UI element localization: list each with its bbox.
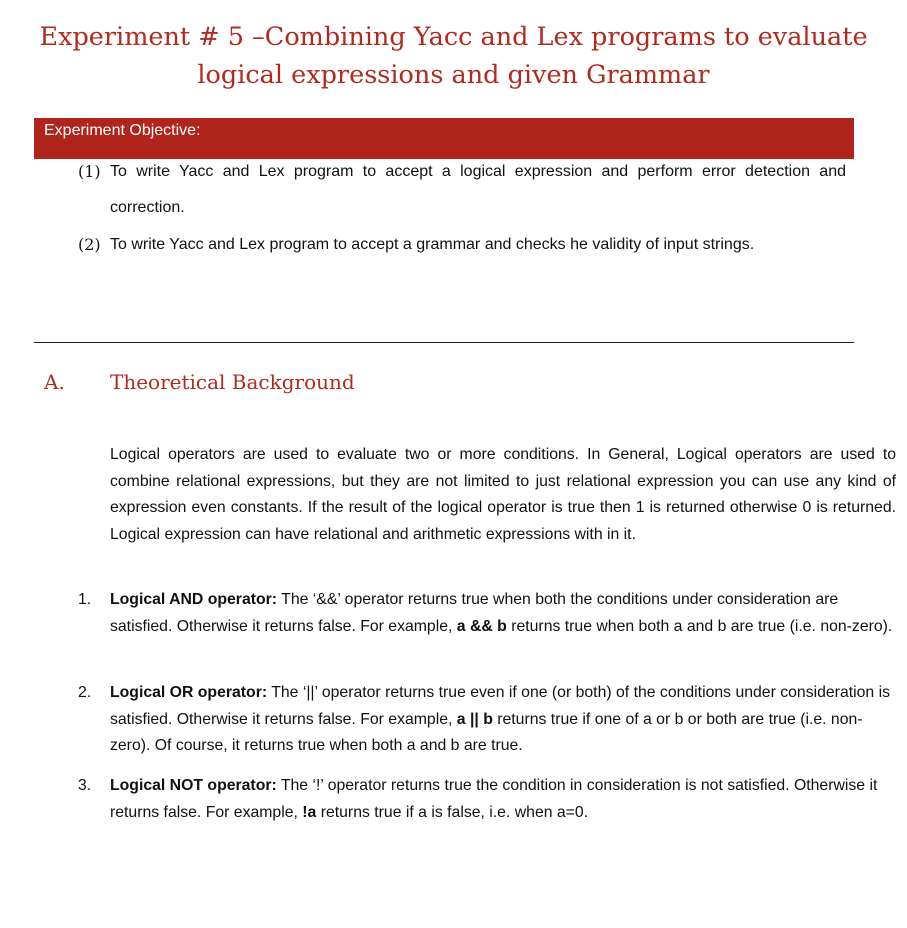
list-item-number: 1. bbox=[78, 591, 92, 608]
objective-item-number: (1) bbox=[78, 162, 101, 181]
operator-description: The ‘&&’ operator returns true when both the conditions under consideration are satisfied. Otherwise it returns false. For example, bbox=[110, 591, 839, 635]
objective-item-1 bbox=[78, 154, 846, 226]
objective-item-number: (2) bbox=[78, 235, 101, 254]
objective-label: Experiment Objective: bbox=[44, 122, 201, 139]
operator-example: a || b bbox=[456, 710, 493, 728]
objective-item-text: To write Yacc and Lex program to accept a grammar and checks he validity of input strings. bbox=[110, 236, 755, 253]
section-title: Theoretical Background bbox=[110, 370, 355, 394]
operator-example: a && b bbox=[456, 617, 507, 635]
operator-name: Logical OR operator: bbox=[110, 684, 268, 701]
section-letter: A. bbox=[44, 370, 65, 394]
list-item-number: 2. bbox=[78, 684, 92, 701]
list-item-and bbox=[78, 587, 896, 640]
list-item-text bbox=[110, 680, 896, 760]
list-item-text bbox=[110, 773, 896, 826]
operator-description-end: returns true if one of a or b or both are true (i.e. non-zero). Of course, it returns true when both a and b are true. bbox=[110, 710, 863, 754]
operator-example: !a bbox=[302, 803, 317, 821]
section-divider bbox=[34, 342, 854, 343]
operator-description: The ‘||’ operator returns true even if one (or both) of the conditions under consideration is satisfied. Otherwise it returns false. For example, bbox=[110, 684, 890, 728]
list-item-text bbox=[110, 587, 896, 640]
operator-description: The ‘!’ operator returns true the condition in consideration is not satisfied. Otherwise it returns false. For example, bbox=[110, 777, 878, 821]
page-title bbox=[0, 18, 907, 94]
operator-name: Logical NOT operator: bbox=[110, 777, 277, 794]
objective-item-text: To write Yacc and Lex program to accept a logical expression and perform error detection and correction. bbox=[110, 163, 846, 216]
operator-name: Logical AND operator: bbox=[110, 591, 278, 608]
objective-item-2 bbox=[78, 227, 846, 263]
background-paragraph: Logical operators are used to evaluate two or more conditions. In General, Logical operators are used to combine relational expressions, but they are not limited to just relational expression you can use any kind of expression even constants. If the result of the logical operator is true then 1 is returned otherwise 0 is returned. Logical expression can have relational and arithmetic expressions with in it. bbox=[110, 446, 896, 543]
objective-header-bar bbox=[34, 118, 854, 159]
list-item-number: 3. bbox=[78, 777, 92, 794]
list-item-or bbox=[78, 680, 896, 760]
title-line-2: logical expressions and given Grammar bbox=[197, 60, 710, 90]
operator-description-end: returns true if a is false, i.e. when a=0. bbox=[316, 803, 589, 821]
title-line-1: Experiment # 5 –Combining Yacc and Lex programs to evaluate bbox=[39, 22, 868, 52]
operator-description-end: returns true when both a and b are true (i.e. non-zero). bbox=[506, 617, 893, 635]
list-item-not bbox=[78, 773, 896, 826]
